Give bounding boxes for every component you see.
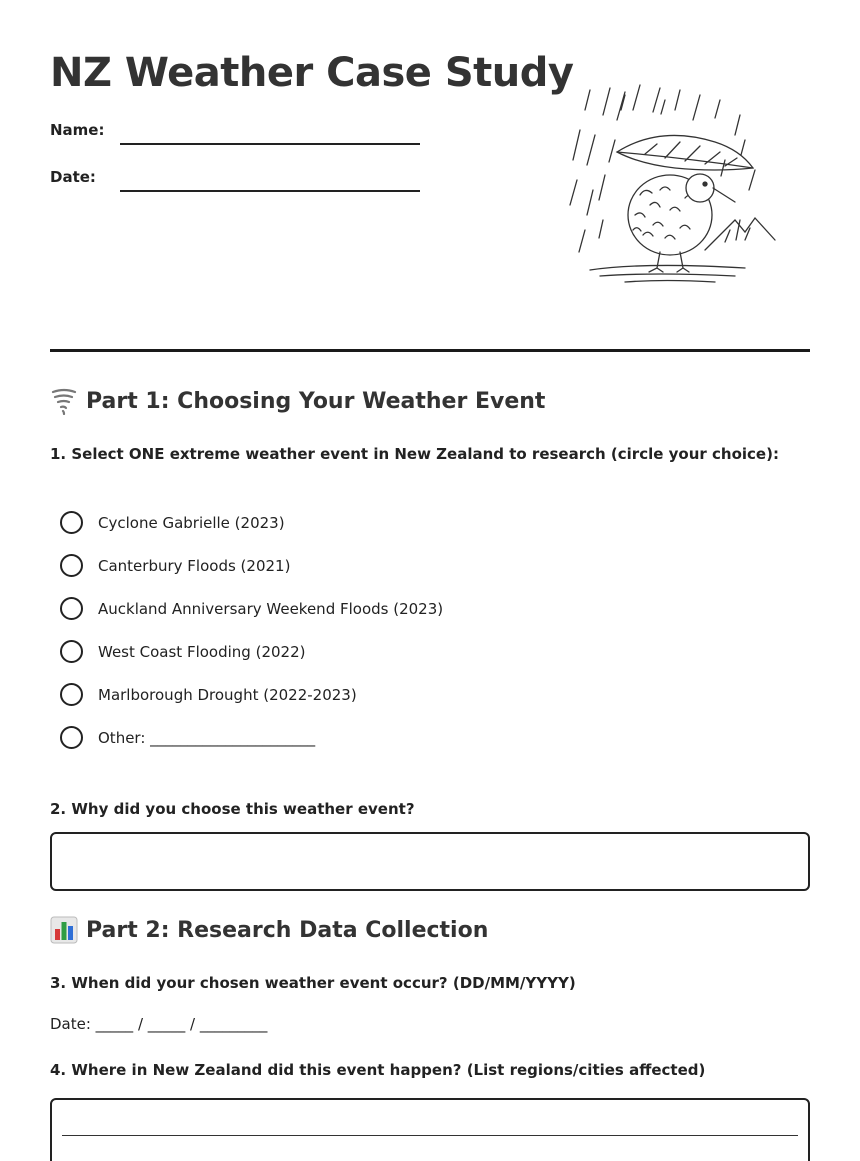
question-4: 4. Where in New Zealand did this event happen? (List regions/cities affected) <box>50 1061 706 1079</box>
radio-circle[interactable] <box>60 726 83 749</box>
option-other[interactable] <box>60 726 315 749</box>
event-date-input[interactable]: Date: _____ / _____ / _________ <box>50 1015 268 1033</box>
radio-circle[interactable] <box>60 554 83 577</box>
radio-circle[interactable] <box>60 511 83 534</box>
worksheet-title: NZ Weather Case Study <box>50 50 574 96</box>
option-label: Auckland Anniversary Weekend Floods (2023) <box>98 599 444 618</box>
part1-heading <box>50 387 545 415</box>
date-input-line[interactable] <box>120 190 420 192</box>
question-3: 3. When did your chosen weather event occur? (DD/MM/YYYY) <box>50 974 576 992</box>
radio-circle[interactable] <box>60 597 83 620</box>
part2-heading <box>50 916 488 944</box>
answer-writing-line <box>62 1135 798 1136</box>
question-2-answer-box[interactable] <box>50 832 810 891</box>
part1-title: Part 1: Choosing Your Weather Event <box>86 388 546 414</box>
question-1: 1. Select ONE extreme weather event in New Zealand to research (circle your choice): <box>50 445 779 463</box>
part2-title: Part 2: Research Data Collection <box>86 917 489 943</box>
radio-circle[interactable] <box>60 683 83 706</box>
option-canterbury-floods[interactable] <box>60 554 290 577</box>
option-label: Cyclone Gabrielle (2023) <box>98 513 285 532</box>
header-divider <box>50 349 810 352</box>
radio-circle[interactable] <box>60 640 83 663</box>
option-label: Marlborough Drought (2022-2023) <box>98 685 357 704</box>
option-label: Canterbury Floods (2021) <box>98 556 291 575</box>
option-auckland-floods[interactable] <box>60 597 443 620</box>
option-cyclone-gabrielle[interactable] <box>60 511 285 534</box>
name-input-line[interactable] <box>120 143 420 145</box>
bar-chart-icon <box>50 916 78 944</box>
option-marlborough-drought[interactable] <box>60 683 357 706</box>
tornado-icon <box>50 387 78 415</box>
option-label: Other: ______________________ <box>98 728 316 747</box>
option-west-coast-flooding[interactable] <box>60 640 305 663</box>
option-label: West Coast Flooding (2022) <box>98 642 306 661</box>
question-4-answer-box[interactable] <box>50 1098 810 1161</box>
question-2: 2. Why did you choose this weather event? <box>50 800 415 818</box>
name-label: Name: <box>50 121 105 139</box>
kiwi-bird-illustration <box>565 80 780 290</box>
date-label: Date: <box>50 168 96 186</box>
